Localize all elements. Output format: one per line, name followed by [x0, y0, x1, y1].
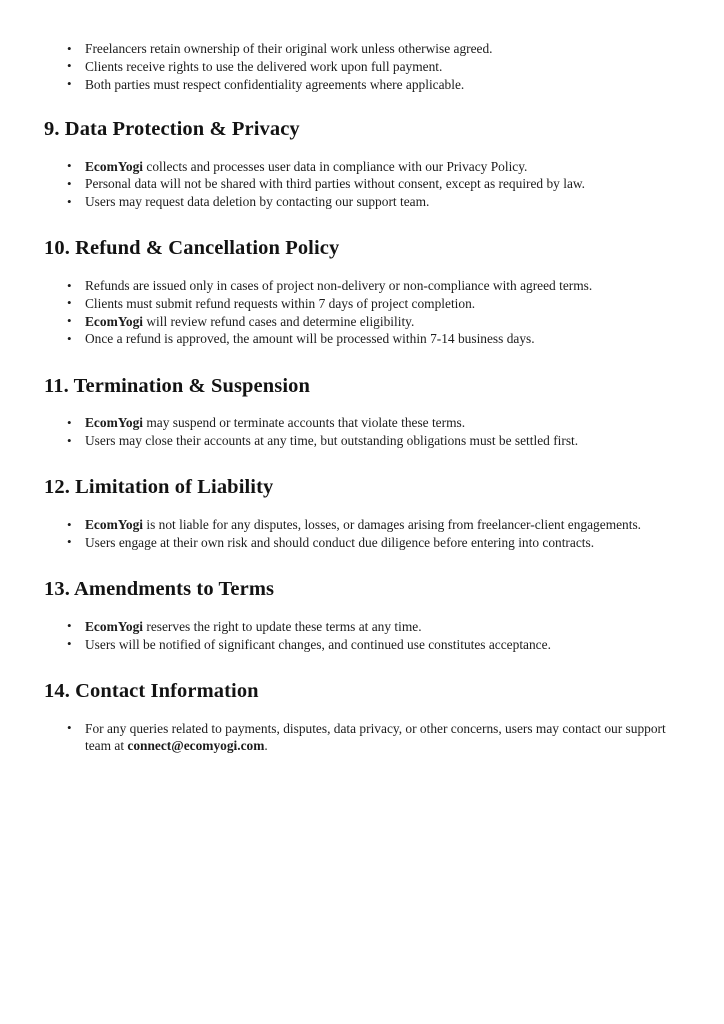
- list-item: [44, 76, 680, 93]
- bullet-text: reserves the right to update these terms at any time.: [143, 618, 422, 634]
- list-item: [44, 414, 680, 431]
- bullet-text: collects and processes user data in compliance with our Privacy Policy.: [143, 158, 528, 174]
- intro-bullet-list: [44, 40, 680, 93]
- bullet-text: Personal data will not be shared with third parties without consent, except as required by law.: [85, 176, 586, 192]
- list-item: [44, 330, 680, 347]
- bullet-text: For any queries related to payments, disputes, data privacy, or other concerns, users may contact our support team at: [85, 720, 666, 753]
- section-13: [44, 577, 680, 603]
- bullet-text: will review refund cases and determine eligibility.: [143, 313, 415, 329]
- section-9: [44, 117, 680, 143]
- section-heading: 9. Data Protection & Privacy: [44, 117, 300, 140]
- section-10: [44, 236, 680, 262]
- list-item: [44, 313, 680, 330]
- bullet-lead: EcomYogi: [85, 313, 144, 329]
- section-10-bullet-list: [44, 277, 680, 348]
- list-item: [44, 534, 680, 551]
- list-item: [44, 40, 680, 57]
- list-item: [44, 277, 680, 294]
- bullet-text: Users may request data deletion by contacting our support team.: [85, 194, 430, 210]
- bullet-text: Freelancers retain ownership of their original work unless otherwise agreed.: [85, 41, 493, 56]
- list-item: [44, 720, 680, 755]
- document-body: [44, 40, 680, 754]
- bullet-text: Once a refund is approved, the amount will be processed within 7-14 business days.: [85, 331, 535, 347]
- bullet-lead: EcomYogi: [85, 618, 144, 634]
- bullet-text: Both parties must respect confidentiality agreements where applicable.: [85, 76, 465, 92]
- bullet-text: Users will be notified of significant changes, and continued use constitutes acceptance.: [85, 636, 551, 652]
- bullet-lead: EcomYogi: [85, 158, 144, 174]
- list-item: [44, 58, 680, 75]
- section-11-bullet-list: [44, 414, 680, 449]
- bullet-lead: EcomYogi: [85, 415, 144, 431]
- section-11: [44, 374, 680, 400]
- section-12-bullet-list: [44, 516, 680, 551]
- list-item: [44, 636, 680, 653]
- list-item: [44, 516, 680, 533]
- bullet-text: Clients must submit refund requests within 7 days of project completion.: [85, 295, 476, 311]
- list-item: [44, 432, 680, 449]
- list-item: [44, 618, 680, 635]
- bullet-lead: EcomYogi: [85, 517, 144, 533]
- list-item: [44, 295, 680, 312]
- section-12: [44, 475, 680, 501]
- section-heading: 13. Amendments to Terms: [44, 578, 275, 601]
- section-9-bullet-list: [44, 158, 680, 211]
- bullet-text: is not liable for any disputes, losses, or damages arising from freelancer-client engagements.: [143, 517, 642, 533]
- section-13-bullet-list: [44, 618, 680, 653]
- contact-email[interactable]: connect@ecomyogi.com: [127, 737, 265, 753]
- bullet-text: may suspend or terminate accounts that violate these terms.: [143, 415, 466, 431]
- list-item: [44, 193, 680, 210]
- section-heading: 10. Refund & Cancellation Policy: [44, 237, 340, 260]
- section-heading: 14. Contact Information: [44, 679, 259, 702]
- bullet-text: Users engage at their own risk and should conduct due diligence before entering into contracts.: [85, 534, 595, 550]
- bullet-text: Clients receive rights to use the delivered work upon full payment.: [85, 58, 443, 74]
- section-14-bullet-list: [44, 720, 680, 755]
- section-heading: 12. Limitation of Liability: [44, 476, 274, 499]
- list-item: [44, 158, 680, 175]
- bullet-text-tail: .: [264, 737, 268, 753]
- bullet-text: Users may close their accounts at any time, but outstanding obligations must be settled first.: [85, 433, 579, 449]
- list-item: [44, 175, 680, 192]
- section-heading: 11. Termination & Suspension: [44, 374, 310, 397]
- bullet-text: Refunds are issued only in cases of project non-delivery or non-compliance with agreed terms.: [85, 278, 593, 294]
- section-14: [44, 679, 680, 705]
